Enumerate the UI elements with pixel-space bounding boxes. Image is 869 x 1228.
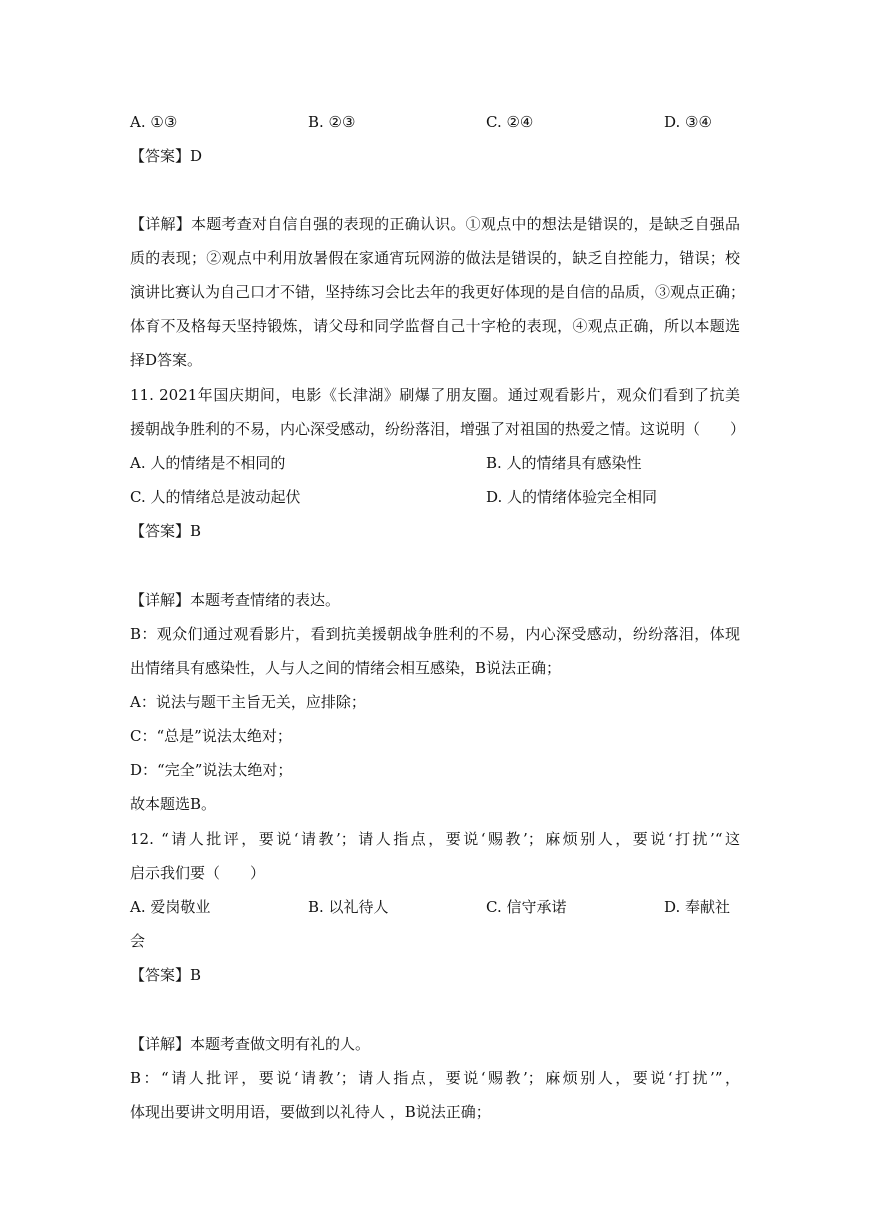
q10-option-b: B. ②③ (308, 113, 356, 131)
q11-detail-line: 【详解】本题考查情绪的表达。 (130, 591, 341, 609)
q12-detail-line: B：“请人批评，要说‘请教’；请人指点，要说‘赐教’；麻烦别人，要说‘打扰’”， (130, 1069, 740, 1087)
q10-detail-line: 演讲比赛认为自己口才不错，坚持练习会比去年的我更好体现的是自信的品质，③观点正确； (130, 283, 746, 301)
q12-option-c: C. 信守承诺 (486, 898, 567, 916)
q12-answer: 【答案】B (130, 966, 202, 984)
q10-option-c: C. ②④ (486, 113, 534, 131)
q10-detail-line: 体育不及格每天坚持锻炼，请父母和同学监督自己十字枪的表现，④观点正确，所以本题选 (130, 317, 740, 335)
q11-stem-line: 11. 2021年国庆期间，电影《长津湖》刷爆了朋友圈。通过观看影片，观众们看到了抗美 (130, 386, 740, 404)
q11-option-a: A. 人的情绪是不相同的 (130, 454, 286, 472)
q10-detail-line: 质的表现；②观点中利用放暑假在家通宵玩网游的做法是错误的，缺乏自控能力，错误；校 (130, 249, 740, 267)
q10-detail-line: 择D答案。 (130, 351, 203, 369)
q10-detail-line: 【详解】本题考查对自信自强的表现的正确认识。①观点中的想法是错误的，是缺乏自强品 (130, 215, 740, 233)
q11-option-c: C. 人的情绪总是波动起伏 (130, 488, 301, 506)
q11-detail-line: 故本题选B。 (130, 795, 217, 813)
q12-option-a: A. 爱岗敬业 (130, 898, 211, 916)
q11-detail-line: B：观众们通过观看影片，看到抗美援朝战争胜利的不易，内心深受感动，纷纷落泪，体现 (130, 625, 740, 643)
q12-detail-line: 【详解】本题考查做文明有礼的人。 (130, 1035, 371, 1053)
q11-option-d: D. 人的情绪体验完全相同 (486, 488, 658, 506)
q11-option-b: B. 人的情绪具有感染性 (486, 454, 642, 472)
q10-option-d: D. ③④ (664, 113, 712, 131)
q12-stem-line: 启示我们要（ ） (130, 864, 266, 882)
q11-detail-line: A：说法与题干主旨无关，应排除； (130, 693, 366, 711)
q12-option-d-overflow: 会 (130, 932, 146, 950)
q12-stem-line: 12. “请人批评，要说‘请教’；请人指点，要说‘赐教’；麻烦别人，要说‘打扰’“这 (130, 830, 740, 848)
q11-detail-line: 出情绪具有感染性，人与人之间的情绪会相互感染，B说法正确； (130, 659, 562, 677)
q12-option-b: B. 以礼待人 (308, 898, 389, 916)
q11-detail-line: C：“总是”说法太绝对； (130, 727, 292, 745)
q12-detail-line: 体现出要讲文明用语，要做到以礼待人 ，B说法正确； (130, 1103, 491, 1121)
q11-answer: 【答案】B (130, 522, 202, 540)
q11-stem-line: 援朝战争胜利的不易，内心深受感动，纷纷落泪，增强了对祖国的热爱之情。这说明（ ） (130, 420, 746, 438)
q10-option-a: A. ①③ (130, 113, 178, 131)
q11-detail-line: D：“完全”说法太绝对； (130, 761, 293, 779)
q12-option-d: D. 奉献社 (664, 898, 731, 916)
q10-answer: 【答案】D (130, 147, 203, 165)
